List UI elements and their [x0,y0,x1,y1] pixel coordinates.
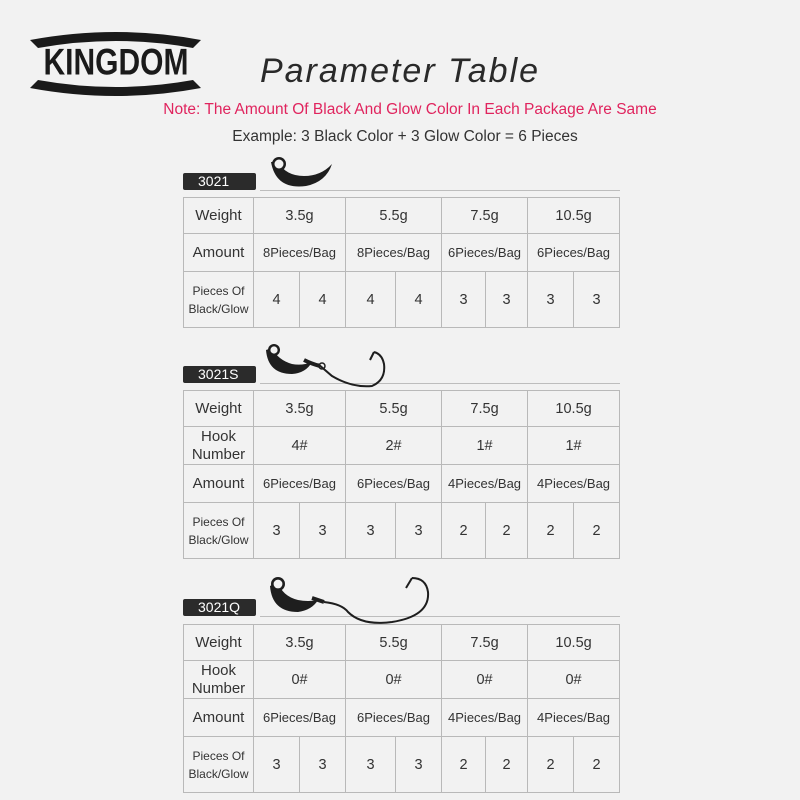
table-cell: 3.5g [254,391,346,427]
table-row-hook [184,661,620,699]
table-cell: 8Pieces/Bag [346,234,442,272]
table-cell: 2# [346,427,442,465]
model-tag-3021: 3021 [183,173,256,190]
table-row-pieces [184,272,620,328]
table-cell: 0# [346,661,442,699]
table-cell: 5.5g [346,391,442,427]
table-cell: 2 [486,503,528,559]
table-cell: 6Pieces/Bag [346,465,442,503]
table-cell: 3 [254,737,300,793]
table-cell: 4 [254,272,300,328]
table-cell: 2 [528,737,574,793]
pieces-label-line1: Pieces Of [192,283,245,298]
table-cell: 7.5g [442,198,528,234]
page-title: Parameter Table [259,52,541,90]
table-cell: 4Pieces/Bag [528,699,620,737]
weight-label: Weight [184,625,254,661]
pieces-label [184,737,254,793]
table-row-pieces [184,503,620,559]
table-cell: 4 [300,272,346,328]
table-cell: 3 [442,272,486,328]
table-cell: 2 [528,503,574,559]
note-text: Note: The Amount Of Black And Glow Color In Each Package Are Same [163,101,657,118]
table-cell: 3 [486,272,528,328]
table-cell: 3 [300,737,346,793]
table-cell: 0# [254,661,346,699]
table-cell: 4Pieces/Bag [442,465,528,503]
hook-label-line1: Hook [200,427,237,445]
pieces-label-line2: Black/Glow [188,301,249,316]
table-cell: 3 [528,272,574,328]
amount-label: Amount [184,465,254,503]
weight-label: Weight [184,198,254,234]
hook-label-line2: Number [191,445,246,463]
table-cell: 1# [528,427,620,465]
table-cell: 3.5g [254,625,346,661]
kingdom-logo [28,22,203,102]
table-cell: 3 [254,503,300,559]
table-cell: 5.5g [346,198,442,234]
table-cell: 5.5g [346,625,442,661]
pieces-label-line1: Pieces Of [192,748,245,763]
table-row-hook [184,427,620,465]
jig-head-3021q-icon [262,572,442,630]
hook-label-line2: Number [191,679,246,697]
table-cell: 6Pieces/Bag [346,699,442,737]
table-cell: 2 [442,503,486,559]
table-cell: 3 [346,737,396,793]
table-row-weight [184,625,620,661]
hook-label [184,661,254,699]
table-cell: 6Pieces/Bag [254,699,346,737]
table-cell: 3 [346,503,396,559]
hook-label-line1: Hook [200,661,237,679]
weight-label: Weight [184,391,254,427]
table-row-pieces [184,737,620,793]
table-row-weight [184,391,620,427]
table-cell: 7.5g [442,625,528,661]
pieces-label-line2: Black/Glow [188,532,249,547]
table-row-weight [184,198,620,234]
model-tag-3021q: 3021Q [183,599,256,616]
table-cell: 4 [346,272,396,328]
pieces-label-line1: Pieces Of [192,514,245,529]
example-text: Example: 3 Black Color + 3 Glow Color = 6 Pieces [232,128,578,145]
amount-label: Amount [184,234,254,272]
table-cell: 0# [442,661,528,699]
logo-text: KINGDOM [43,41,189,83]
pieces-label-line2: Black/Glow [188,766,249,781]
table-cell: 2 [442,737,486,793]
model-tag-3021s: 3021S [183,366,256,383]
spec-table-3021q [183,624,620,793]
table-cell: 10.5g [528,625,620,661]
jig-head-3021s-icon [262,340,392,392]
table-cell: 1# [442,427,528,465]
table-row-amount [184,465,620,503]
table-cell: 3 [300,503,346,559]
hook-label [184,427,254,465]
table-cell: 3 [396,737,442,793]
table-cell: 2 [486,737,528,793]
pieces-label [184,272,254,328]
table-cell: 6Pieces/Bag [528,234,620,272]
table-row-amount [184,234,620,272]
amount-label: Amount [184,699,254,737]
spec-table-3021 [183,197,620,328]
table-cell: 2 [574,503,620,559]
table-cell: 8Pieces/Bag [254,234,346,272]
table-cell: 4 [396,272,442,328]
table-cell: 2 [574,737,620,793]
table-row-amount [184,699,620,737]
table-cell: 6Pieces/Bag [442,234,528,272]
table-cell: 10.5g [528,391,620,427]
pieces-label [184,503,254,559]
table-cell: 4Pieces/Bag [528,465,620,503]
table-cell: 0# [528,661,620,699]
table-cell: 4Pieces/Bag [442,699,528,737]
table-cell: 4# [254,427,346,465]
jig-head-3021-icon [266,150,336,195]
table-cell: 3 [574,272,620,328]
table-cell: 7.5g [442,391,528,427]
table-cell: 10.5g [528,198,620,234]
table-cell: 3 [396,503,442,559]
table-cell: 6Pieces/Bag [254,465,346,503]
table-cell: 3.5g [254,198,346,234]
spec-table-3021s [183,390,620,559]
